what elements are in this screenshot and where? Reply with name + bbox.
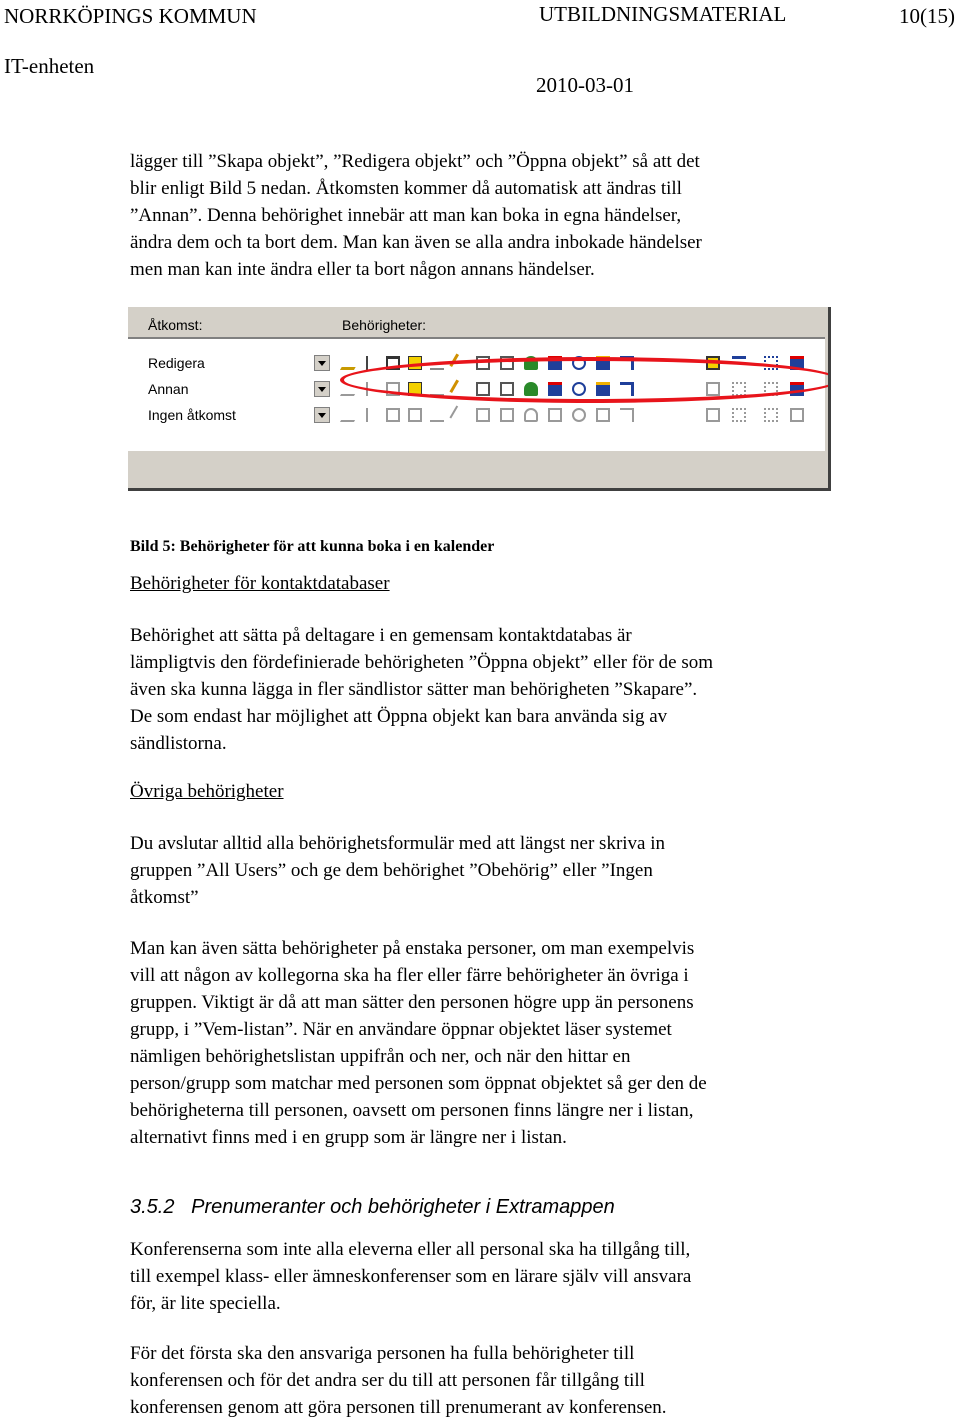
pen-icon xyxy=(449,405,468,424)
edit-icon xyxy=(430,408,444,422)
text-line: blir enligt Bild 5 nedan. Åtkomsten kommer då automatisk att ändras till xyxy=(130,178,682,199)
text-line: gruppen. Viktigt är då att man sätter den personen högre upp än personens xyxy=(130,992,694,1013)
checkbox-icon xyxy=(500,408,514,422)
section3-paragraph-1 xyxy=(130,1236,890,1317)
copy-icon xyxy=(476,408,490,422)
chevron-down-icon[interactable] xyxy=(314,407,330,423)
section-number: 3.5.2 xyxy=(130,1196,175,1218)
trash-icon xyxy=(386,408,400,422)
folder-icon xyxy=(706,408,720,422)
text-line: nämligen behörighetslistan uppifrån och ner, och när den hittar en xyxy=(130,1046,631,1067)
organization-name: NORRKÖPINGS KOMMUN xyxy=(4,4,257,28)
text-line: Konferenserna som inte alla eleverna eller all personal ska ha tillgång till, xyxy=(130,1239,691,1260)
text-line: men man kan inte ändra eller ta bort någon annans händelser. xyxy=(130,259,595,280)
chevron-down-icon[interactable] xyxy=(314,355,330,371)
chevron-down-icon[interactable] xyxy=(314,381,330,397)
section-heading-other-permissions: Övriga behörigheter xyxy=(130,781,284,802)
pencil-icon xyxy=(340,408,362,422)
person-icon xyxy=(524,408,538,422)
text-line: ändra dem och ta bort dem. Man kan även se alla andra inbokade händelser xyxy=(130,232,702,253)
access-value-redigera: Redigera xyxy=(148,355,205,371)
text-line: till exempel klass- eller ämneskonferenser som en lärare själv vill ansvara xyxy=(130,1266,692,1287)
section3-paragraph-2 xyxy=(130,1340,890,1421)
text-line: vill att någon av kollegorna ska ha fler eller färre behörigheter än övriga i xyxy=(130,965,689,986)
text-line: De som endast har möjlighet att Öppna objekt kan bara använda sig av xyxy=(130,706,668,727)
permission-icons-row-3 xyxy=(344,405,814,425)
department-name: IT-enheten xyxy=(4,54,95,78)
text-line: Man kan även sätta behörigheter på enstaka personer, om man exempelvis xyxy=(130,938,695,959)
access-value-annan: Annan xyxy=(148,381,189,397)
page-number: 10(15) xyxy=(899,4,955,28)
figure-shadow xyxy=(828,307,831,491)
section-heading-extramappen xyxy=(130,1196,615,1219)
text-line: alternativt finns med i en grupp som är längre ner i listan. xyxy=(130,1127,567,1148)
section2-paragraph-2 xyxy=(130,935,890,1151)
text-line: konferensen och för det andra ser du till att personen får tillgång till xyxy=(130,1370,645,1391)
section2-paragraph-1 xyxy=(130,830,890,911)
text-line: lägger till ”Skapa objekt”, ”Redigera objekt” och ”Öppna objekt” så att det xyxy=(130,151,700,172)
text-line: ”Annan”. Denna behörighet innebär att man kan boka in egna händelser, xyxy=(130,205,682,226)
list-icon xyxy=(596,408,610,422)
figure-caption: Bild 5: Behörigheter för att kunna boka i en kalender xyxy=(130,538,495,555)
text-line: behörigheterna till personen, oavsett om personen finns längre ner i listan, xyxy=(130,1100,694,1121)
intro-paragraph xyxy=(130,148,890,283)
document-date: 2010-03-01 xyxy=(536,73,634,97)
access-label: Åtkomst: xyxy=(148,317,203,333)
highlight-oval xyxy=(340,357,831,403)
text-line: konferensen genom att göra personen till prenumerant av konferensen. xyxy=(130,1397,667,1418)
move-icon xyxy=(732,408,746,422)
calendar-icon xyxy=(548,408,562,422)
section1-paragraph xyxy=(130,622,890,757)
text-line: gruppen ”All Users” och ge dem behörighet ”Obehörig” eller ”Ingen xyxy=(130,860,653,881)
exclamation-icon xyxy=(366,408,380,422)
text-line: person/grupp som matchar med personen som öppnat objektet så ger den de xyxy=(130,1073,707,1094)
text-line: Behörighet att sätta på deltagare i en gemensam kontaktdatabas är xyxy=(130,625,632,646)
section-title: Prenumeranter och behörigheter i Extramappen xyxy=(191,1196,615,1218)
document-category: UTBILDNINGSMATERIAL xyxy=(539,2,787,26)
text-line: lämpligtvis den fördefinierade behörigheten ”Öppna objekt” eller för de som xyxy=(130,652,713,673)
text-line: sändlistorna. xyxy=(130,733,227,754)
figure-shadow xyxy=(128,488,831,491)
permissions-label: Behörigheter: xyxy=(342,317,427,333)
permissions-screenshot xyxy=(128,307,831,491)
text-line: För det första ska den ansvariga personen ha fulla behörigheter till xyxy=(130,1343,635,1364)
text-line: även ska kunna lägga in fler sändlistor sätter man behörigheten ”Skapare”. xyxy=(130,679,698,700)
text-line: Du avslutar alltid alla behörighetsformulär med att längst ner skriva in xyxy=(130,833,666,854)
magnifier-icon xyxy=(572,408,586,422)
text-line: för, är lite speciella. xyxy=(130,1293,281,1314)
text-line: åtkomst” xyxy=(130,887,199,908)
text-line: grupp, i ”Vem-listan”. När en användare öppnar objektet läser systemet xyxy=(130,1019,672,1040)
open-icon xyxy=(408,408,422,422)
swap-icon xyxy=(790,408,804,422)
arrow-icon xyxy=(620,408,634,422)
access-value-ingen-atkomst: Ingen åtkomst xyxy=(148,407,236,423)
section-heading-contact-databases: Behörigheter för kontaktdatabaser xyxy=(130,573,390,594)
pencil-icon xyxy=(340,356,362,370)
grid-icon xyxy=(764,408,778,422)
